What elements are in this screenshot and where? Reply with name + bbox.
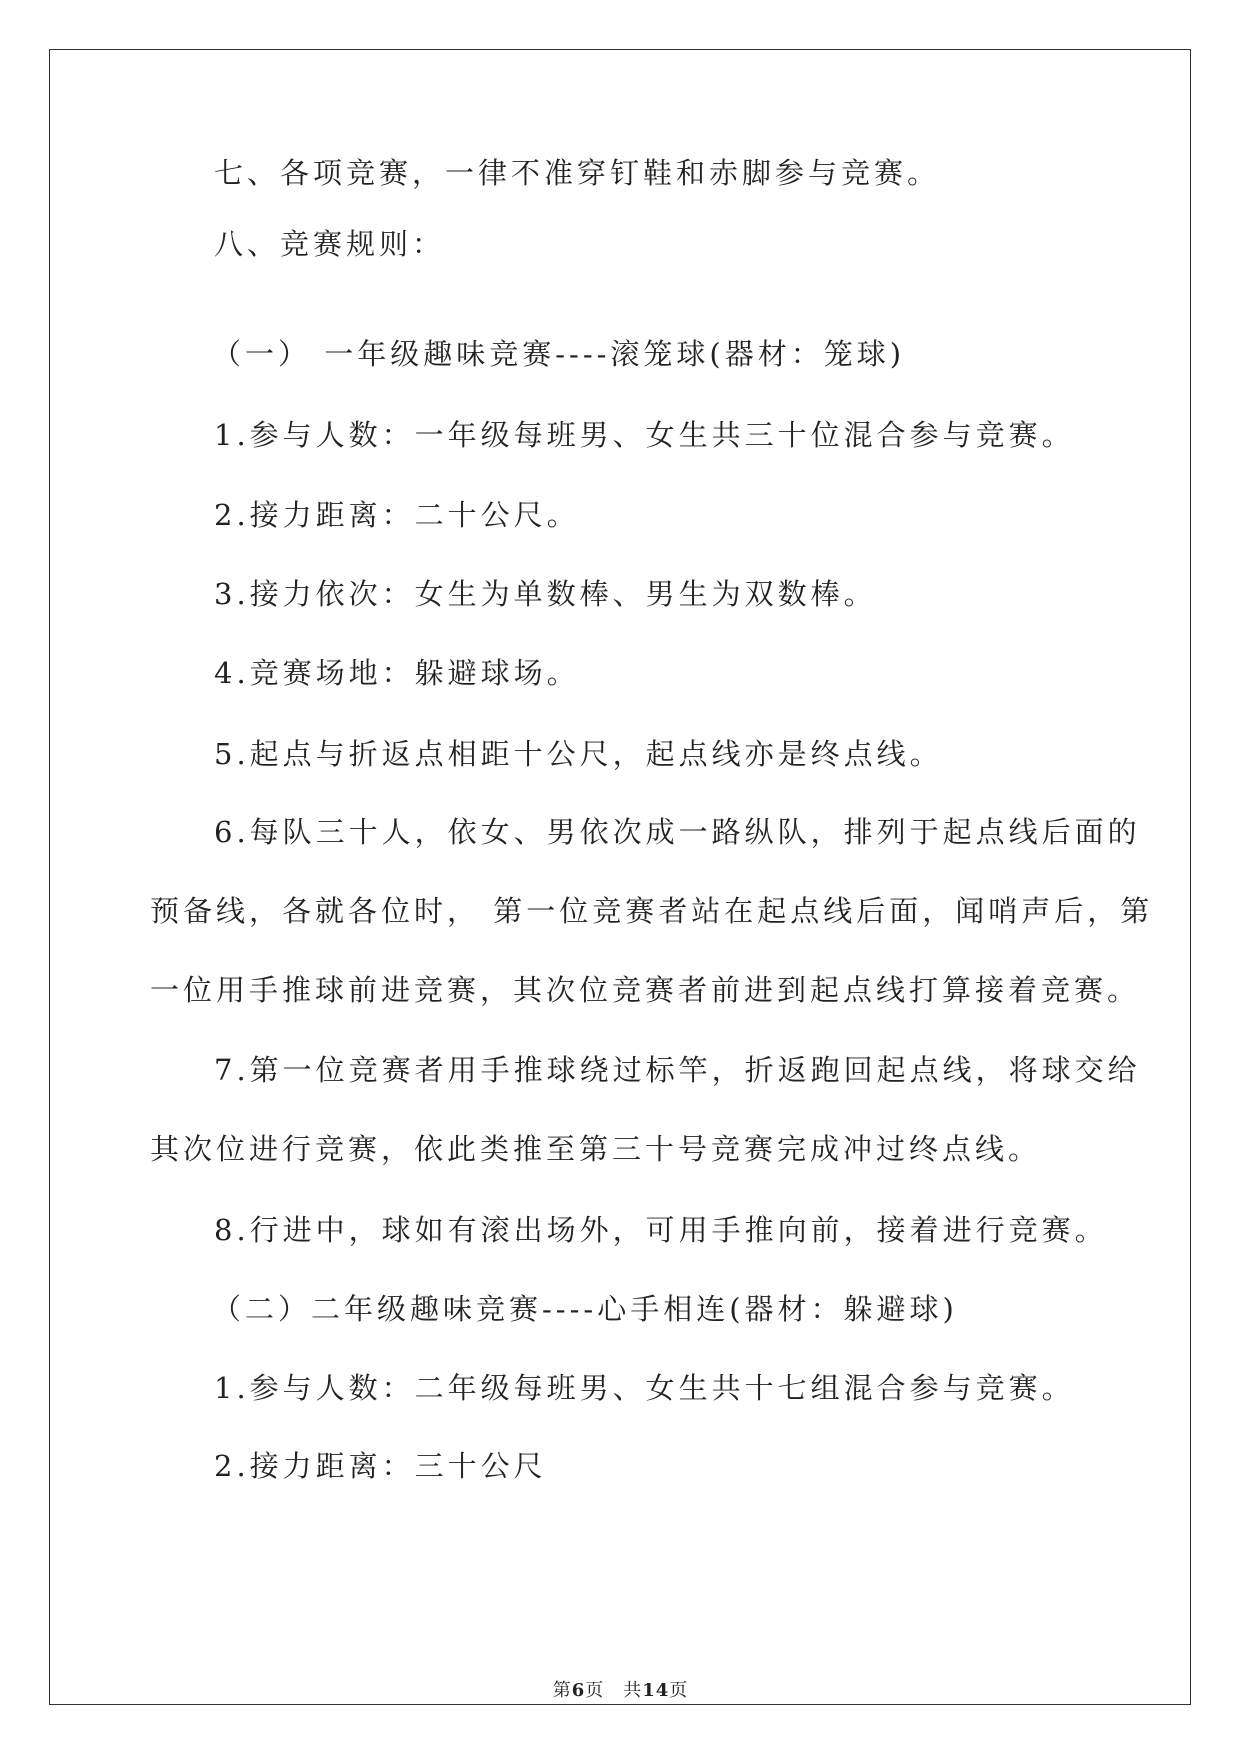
text-line: 5.起点与折返点相距十公尺，起点线亦是终点线。: [214, 737, 943, 771]
text-line: 6.每队三十人，依女、男依次成一路纵队，排列于起点线后面的: [214, 815, 1141, 849]
text-line: 七、各项竞赛，一律不准穿钉鞋和赤脚参与竞赛。: [214, 156, 941, 190]
text-line: 7.第一位竞赛者用手推球绕过标竿，折返跑回起点线，将球交给: [214, 1053, 1141, 1087]
text-line: 其次位进行竞赛，依此类推至第三十号竞赛完成冲过终点线。: [150, 1132, 1042, 1166]
text-line: 一位用手推球前进竞赛，其次位竞赛者前进到起点线打算接着竞赛。: [150, 973, 1141, 1007]
page-prefix: 第: [552, 1680, 572, 1701]
page-mid: 页 共: [585, 1680, 643, 1701]
page-current: 6: [571, 1680, 586, 1701]
text-line: 3.接力依次：女生为单数棒、男生为双数棒。: [214, 577, 877, 611]
text-line: 8.行进中，球如有滚出场外，可用手推向前，接着进行竞赛。: [214, 1213, 1108, 1247]
text-line: 4.竞赛场地：躲避球场。: [214, 656, 580, 690]
text-line: （一） 一年级趣味竞赛----滚笼球(器材：笼球): [212, 337, 906, 371]
text-line: 1.参与人数：一年级每班男、女生共三十位混合参与竞赛。: [214, 418, 1075, 452]
text-line: （二）二年级趣味竞赛----心手相连(器材：躲避球): [212, 1292, 958, 1326]
page-footer: [0, 1676, 1241, 1702]
page-suffix: 页: [669, 1680, 689, 1701]
text-line: 2.接力距离：三十公尺: [214, 1449, 547, 1483]
text-line: 1.参与人数：二年级每班男、女生共十七组混合参与竞赛。: [214, 1371, 1075, 1405]
text-line: 2.接力距离：二十公尺。: [214, 498, 580, 532]
page-total: 14: [642, 1680, 670, 1701]
text-line: 预备线，各就各位时， 第一位竞赛者站在起点线后面，闻哨声后，第: [150, 894, 1154, 928]
text-line: 八、竞赛规则：: [214, 227, 446, 261]
